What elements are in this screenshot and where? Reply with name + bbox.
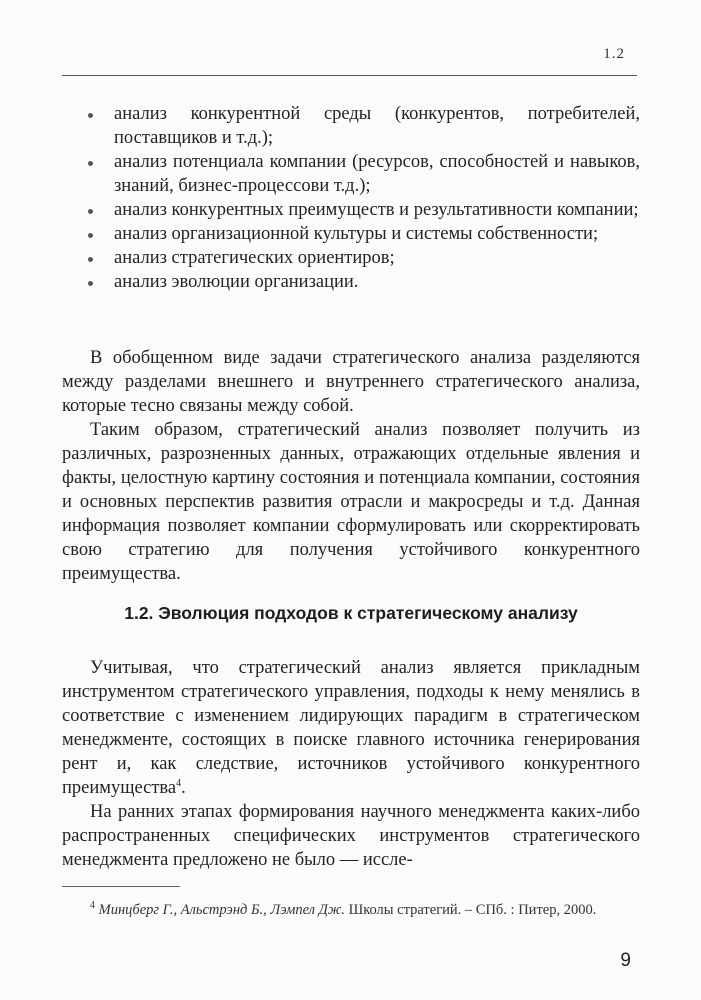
list-item: анализ стратегических ориентиров; (62, 246, 640, 270)
footnote-reference[interactable]: 4 (176, 777, 182, 789)
bullet-list (62, 102, 640, 294)
paragraph-early-stages: На ранних этапах формирования научного менеджмента каких-либо распространенных специфических инструментов стратегического менеджмента предложено не было — иссле- (62, 802, 640, 870)
bullet-icon (88, 281, 93, 286)
list-item: анализ эволюции организации. (62, 270, 640, 294)
running-head: 1.2 (603, 46, 625, 62)
list-item: анализ конкурентной среды (конкурентов, потребителей, поставщиков и т.д.); (62, 102, 640, 150)
paragraph-approaches: Учитывая, что стратегический анализ является прикладным инструментом стратегического управления, подходы к нему менялись в соответствие с изменением лидирующих парадигм в стратегическом менеджменте, состоящих в поиске главного источника генерирования рент и, как следствие, источников устойчивого конкурентного преимущества$^4$. (62, 658, 640, 798)
footnote-text: Школы стратегий. – СПб. : Питер, 2000. (348, 902, 597, 918)
footnote-marker: 4 (90, 900, 95, 912)
list-item: анализ потенциала компании (ресурсов, способностей и навыков, знаний, бизнес-процессови т.д.); (62, 150, 640, 198)
bullet-icon (88, 113, 93, 118)
section-heading: 1.2. Эволюция подходов к стратегическому анализу (124, 603, 578, 623)
paragraph-summary: В обобщенном виде задачи стратегического анализа разделяются между разделами внешнего и внутреннего стратегического анализа, которые тесно связаны между собой. (62, 348, 640, 416)
list-item: анализ организационной культуры и системы собственности; (62, 222, 640, 246)
footnote-rule (62, 886, 180, 887)
footnote-authors: Минцберг Г., Альстрэнд Б., Лэмпел Дж. (98, 902, 345, 918)
bullet-icon (88, 257, 93, 262)
footnote (62, 900, 637, 920)
page-number: 9 (620, 950, 631, 971)
bullet-icon (88, 209, 93, 214)
bullet-icon (88, 233, 93, 238)
header-rule (62, 75, 637, 76)
list-item: анализ конкурентных преимуществ и результативности компании; (62, 198, 640, 222)
bullet-icon (88, 161, 93, 166)
paragraph-conclusion: Таким образом, стратегический анализ позволяет получить из различных, разрозненных данных, отражающих отдельные явления и факты, целостную картину состояния и потенциала компании, состояния и основных перспектив развития отрасли и макросреды и т.д. Данная информация позволяет компании сформулировать или скорректировать свою стратегию для получения устойчивого конкурентного преимущества. (62, 420, 640, 584)
